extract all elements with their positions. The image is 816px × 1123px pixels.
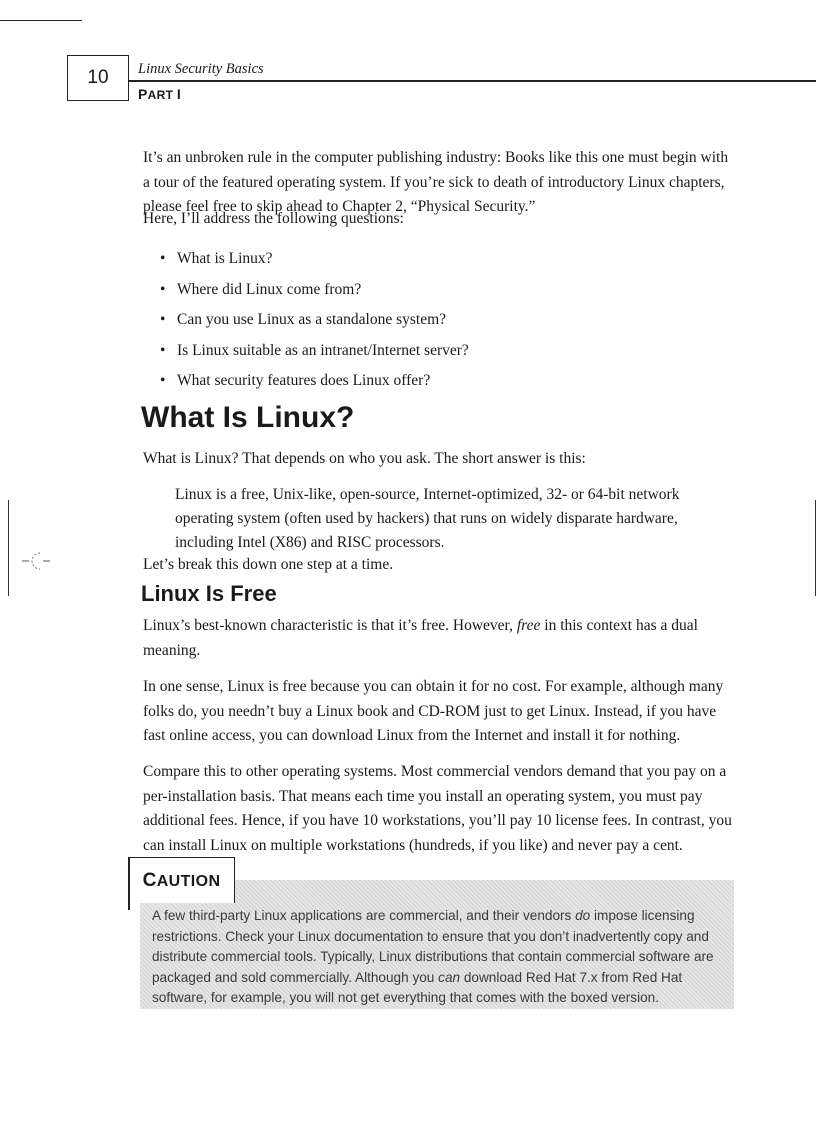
free-p1-text: Linux’s best-known characteristic is that it’s free. However,	[143, 617, 517, 634]
free-p1-emphasis: free	[516, 617, 541, 634]
caution-text-3: download Red Hat 7.x from Red Hat software, for example, you will not get everything that comes with the boxed version.	[152, 969, 683, 1005]
caution-rule	[128, 857, 130, 910]
list-item: • Can you use Linux as a standalone system?	[160, 305, 469, 336]
definition-quote: Linux is a free, Unix-like, open-source, Internet-optimized, 32- or 64-bit network operating system (often used by hackers) that runs on widely disparate hardware, including Intel (X86) and RISC processors.	[175, 486, 680, 551]
list-item: • What is Linux?	[160, 244, 469, 275]
intro-lead: Here, I’ll address the following questions:	[143, 210, 404, 227]
crop-mark-top	[0, 20, 82, 21]
crop-mark-left	[8, 500, 9, 596]
caution-text-2: impose licensing restrictions. Check your Linux documentation to ensure that you don’t inadvertently copy and distribute commercial tools. Typically, Linux distributions that contain commercial software are packaged and sold commercially. Although you	[152, 908, 714, 985]
caution-label	[128, 857, 235, 903]
free-paragraph-1	[143, 614, 735, 663]
caution-label-text: CAUTION	[142, 869, 221, 891]
section-heading-what-is-linux: What Is Linux?	[141, 401, 355, 434]
page-number-text: 10	[87, 67, 109, 88]
free-p1-text-end: in this context has a dual meaning.	[143, 617, 698, 659]
section-lead: What is Linux? That depends on who you ask. The short answer is this:	[143, 450, 586, 467]
page-number	[67, 55, 129, 101]
list-item: • Is Linux suitable as an intranet/Internet server?	[160, 336, 469, 367]
header-rule	[129, 80, 816, 82]
caution-emphasis-2: can	[438, 969, 461, 985]
caution-text-1: A few third-party Linux applications are commercial, and their vendors	[152, 908, 576, 923]
free-paragraph-3: Compare this to other operating systems. Most commercial vendors demand that you pay on a per-installation basis. That means each time you install an operating system, you must pay additional fees. Hence, if you have 10 workstations, you’ll pay 10 license fees. In contrast, you can install Linux on multiple workstations (hundreds, if you like) and never pay a cent.	[143, 763, 732, 854]
question-list	[160, 244, 469, 397]
list-item: • What security features does Linux offer?	[160, 366, 469, 397]
part-label	[138, 86, 181, 102]
caution-text	[152, 906, 732, 1009]
list-item: • Where did Linux come from?	[160, 275, 469, 306]
running-head: Linux Security Basics	[138, 61, 264, 77]
follow-up-text: Let’s break this down one step at a time.	[143, 556, 394, 573]
part-label-text: PART I	[138, 86, 182, 102]
registration-mark-icon	[22, 547, 50, 575]
intro-paragraph: It’s an unbroken rule in the computer publishing industry: Books like this one must begin with a tour of the featured operating system. If you’re sick to death of introductory Linux chapters, please feel free to skip ahead to Chapter 2, “Physical Security.”	[143, 149, 729, 215]
free-paragraph-2: In one sense, Linux is free because you can obtain it for no cost. For example, although many folks do, you needn’t buy a Linux book and CD-ROM just to get Linux. Instead, if you have fast online access, you can download Linux from the Internet and install it for nothing.	[143, 678, 724, 744]
section-heading-linux-is-free: Linux Is Free	[141, 581, 277, 606]
caution-emphasis-1: do	[575, 908, 591, 923]
